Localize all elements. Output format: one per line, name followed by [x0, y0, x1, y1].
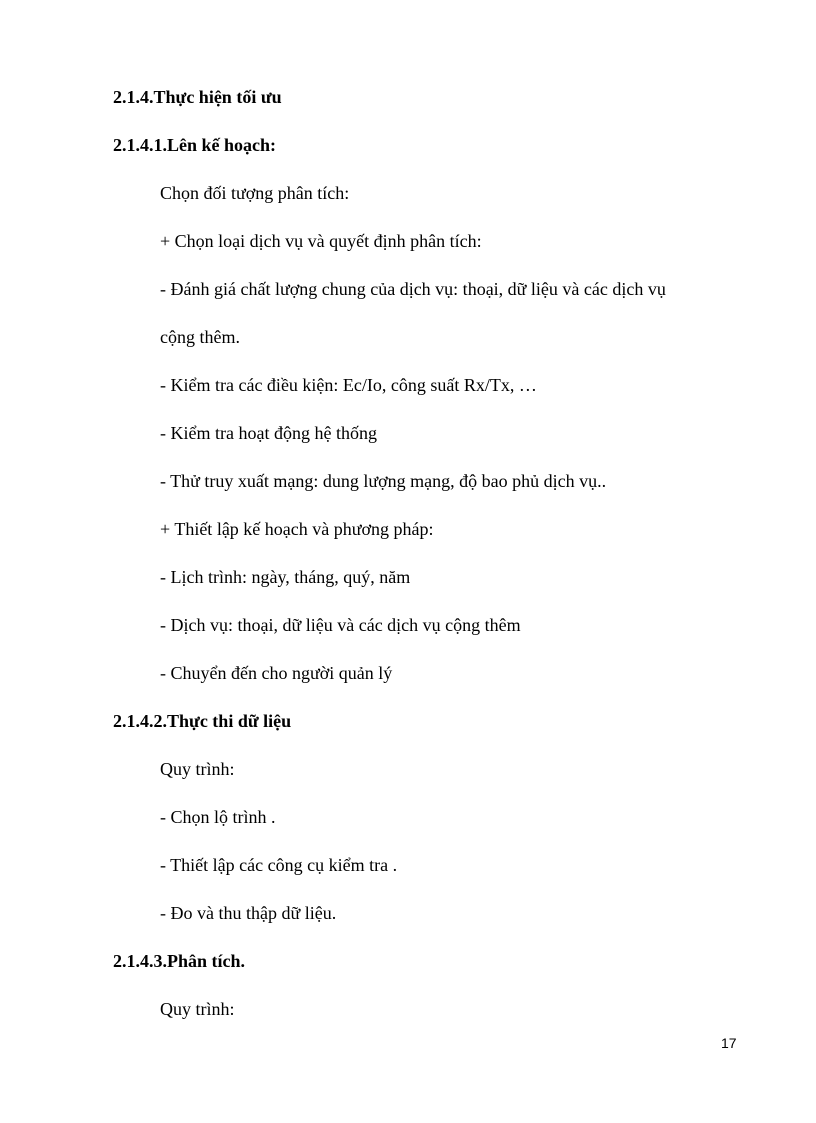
paragraph-line: - Kiểm tra hoạt động hệ thống — [160, 423, 377, 443]
section-heading-2-1-4-1: 2.1.4.1.Lên kế hoạch: — [113, 135, 277, 155]
paragraph-line: - Lịch trình: ngày, tháng, quý, năm — [160, 567, 411, 587]
paragraph-line: - Chọn lộ trình . — [160, 807, 276, 827]
section-heading-2-1-4-3: 2.1.4.3.Phân tích. — [113, 951, 246, 971]
paragraph-line: - Đo và thu thập dữ liệu. — [160, 903, 337, 923]
section-heading-2-1-4: 2.1.4.Thực hiện tối ưu — [113, 87, 282, 107]
paragraph-line: Chọn đối tượng phân tích: — [160, 183, 350, 203]
paragraph-line: - Thử truy xuất mạng: dung lượng mạng, độ bao phủ dịch vụ.. — [160, 471, 607, 491]
paragraph-line: + Thiết lập kế hoạch và phương pháp: — [160, 519, 434, 539]
paragraph-line: Quy trình: — [160, 999, 235, 1019]
paragraph-line: + Chọn loại dịch vụ và quyết định phân tích: — [160, 231, 482, 251]
paragraph-line: - Thiết lập các công cụ kiểm tra . — [160, 855, 398, 875]
paragraph-line: cộng thêm. — [160, 327, 240, 347]
paragraph-line: - Dịch vụ: thoại, dữ liệu và các dịch vụ cộng thêm — [160, 615, 521, 635]
paragraph-line: - Kiểm tra các điều kiện: Ec/Io, công suất Rx/Tx, … — [160, 375, 537, 395]
paragraph-line: - Đánh giá chất lượng chung của dịch vụ: thoại, dữ liệu và các dịch vụ — [160, 279, 666, 299]
paragraph-line: - Chuyển đến cho người quản lý — [160, 663, 393, 683]
paragraph-line: Quy trình: — [160, 759, 235, 779]
section-heading-2-1-4-2: 2.1.4.2.Thực thi dữ liệu — [113, 711, 292, 731]
page-number: 17 — [721, 1035, 737, 1051]
